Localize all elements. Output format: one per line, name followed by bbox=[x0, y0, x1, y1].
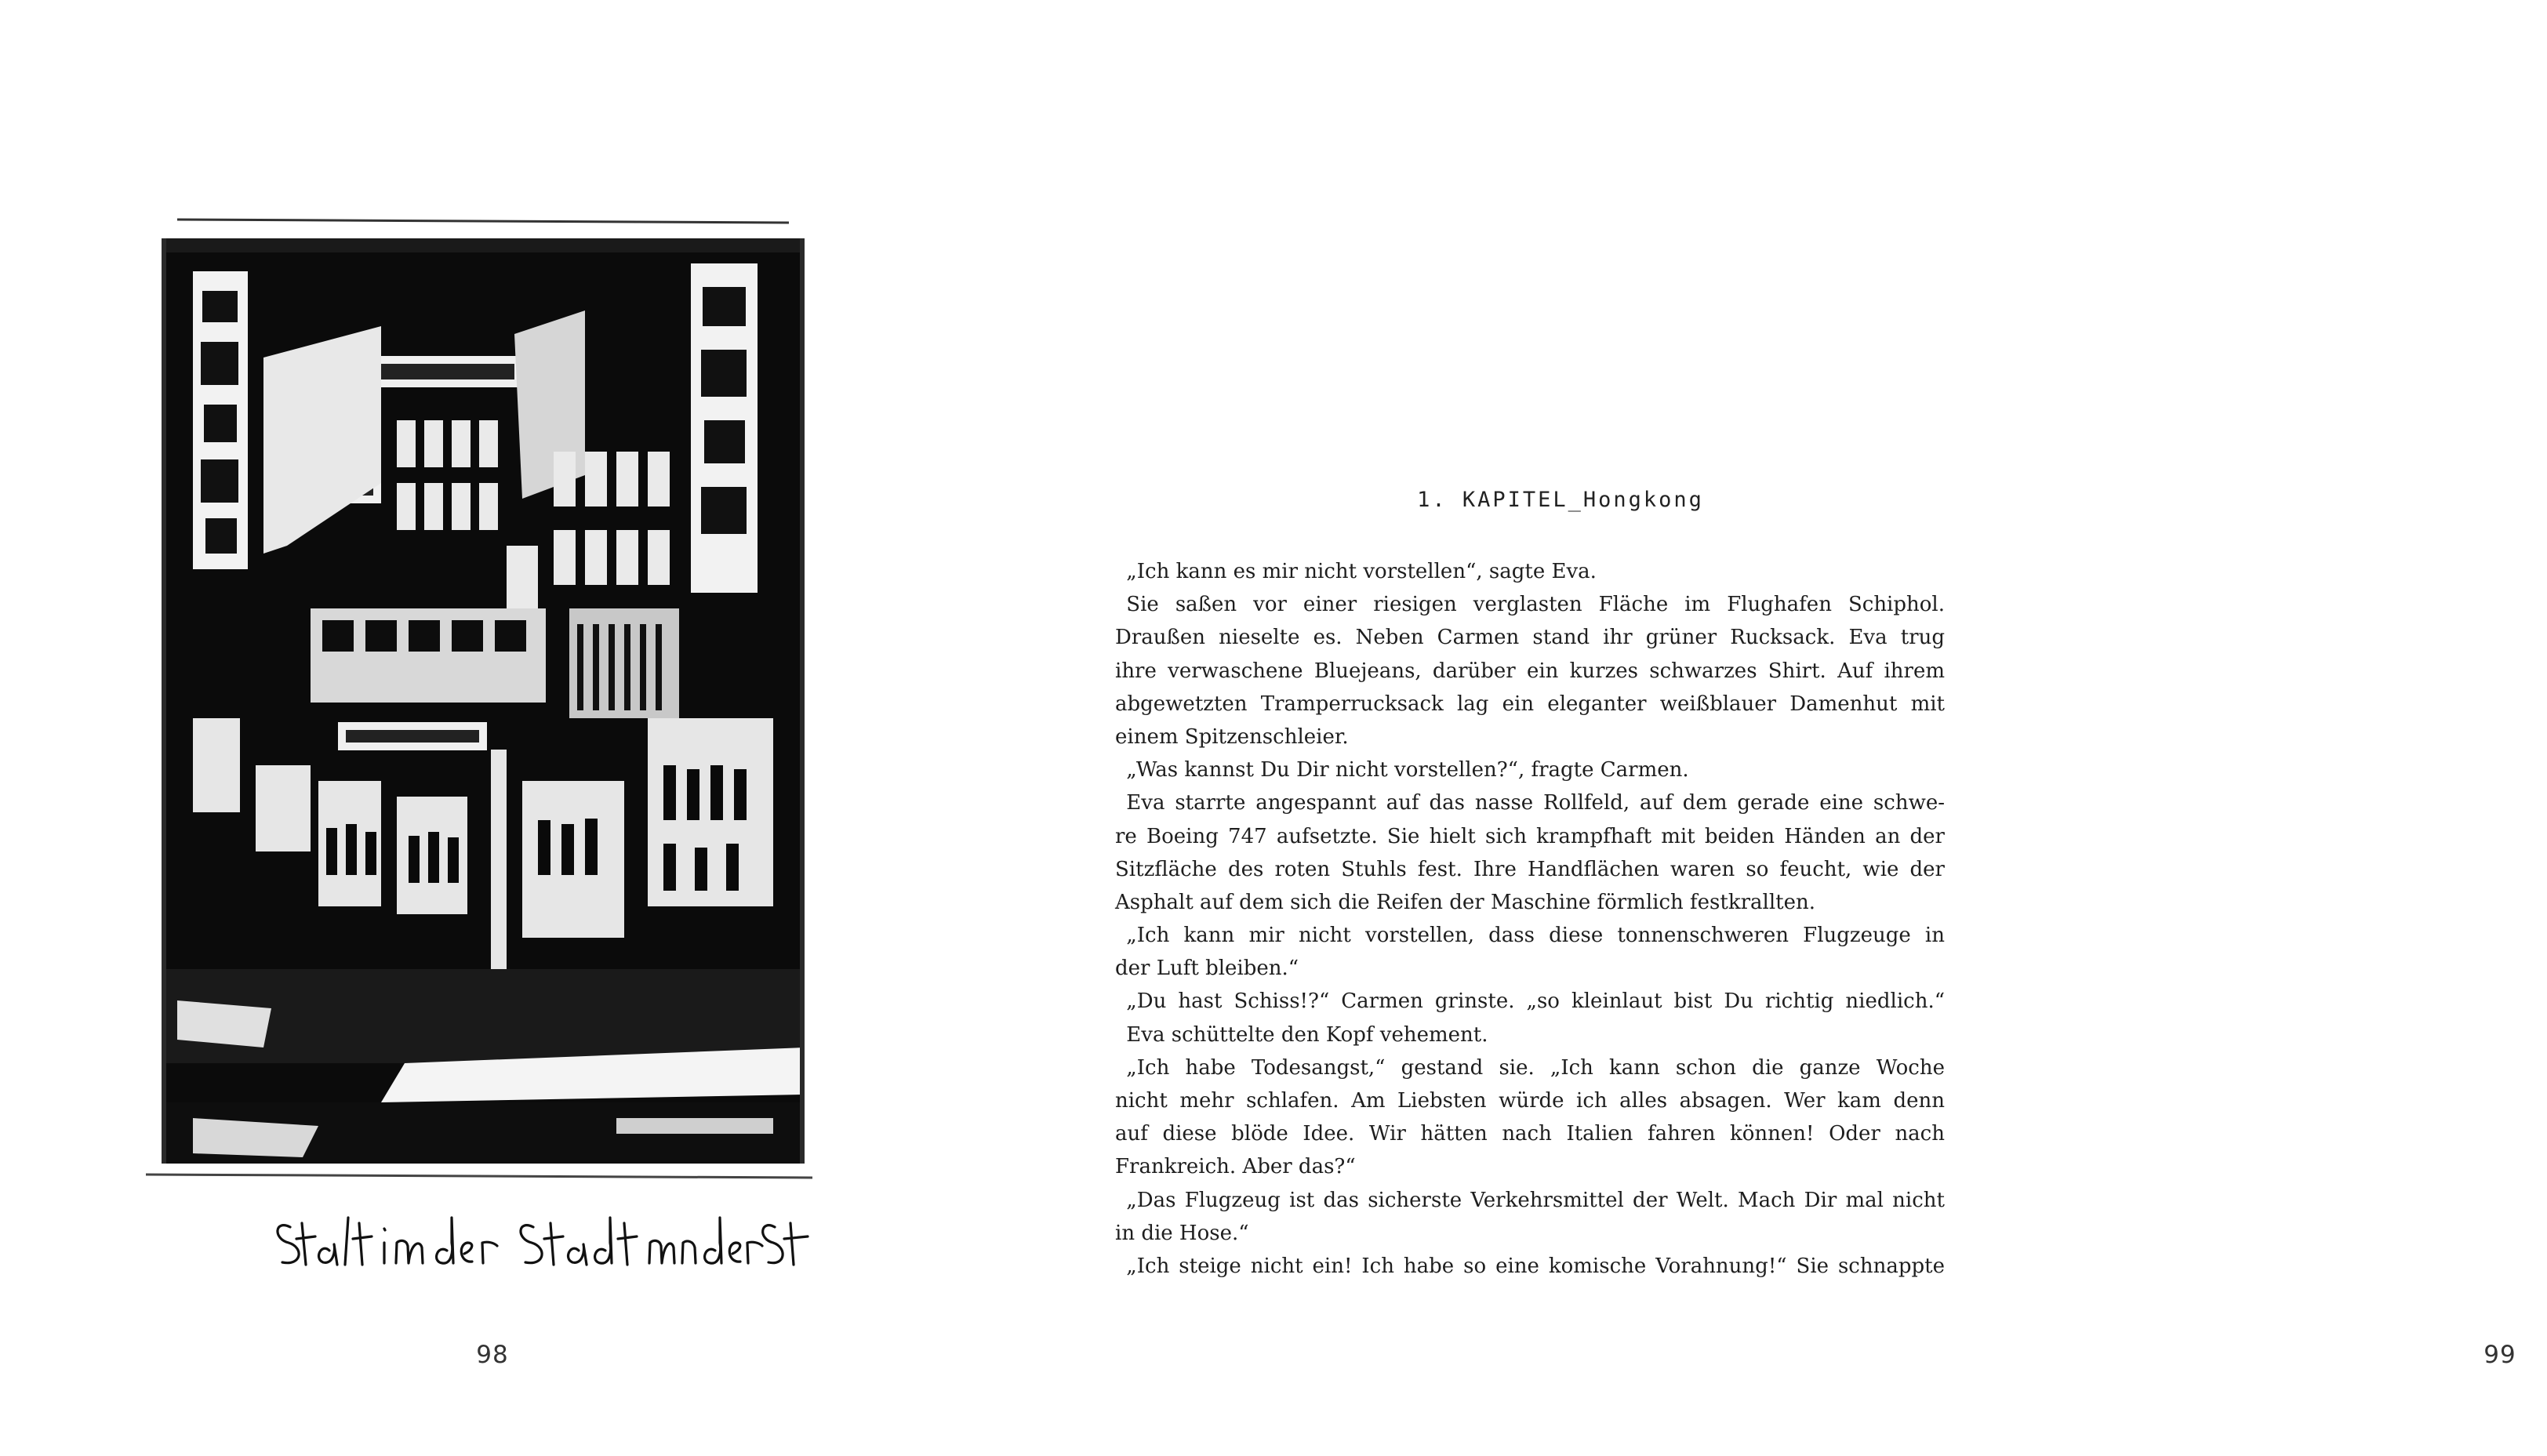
handwritten-caption bbox=[267, 1196, 816, 1274]
left-page bbox=[0, 0, 1004, 1456]
right-page bbox=[1004, 0, 2516, 1456]
chapter-body-text bbox=[1115, 555, 1945, 1283]
text-line: Sitzfläche des roten Stuhls fest. Ihre Handflächen waren so feucht, wie der bbox=[1115, 857, 1945, 881]
text-line: Sie saßen vor einer riesigen verglasten Fläche im Flughafen Schiphol. bbox=[1126, 593, 1945, 617]
text-line: ihre verwaschene Bluejeans, darüber ein kurzes schwarzes Shirt. Auf ihrem bbox=[1115, 659, 1945, 683]
text-line: in die Hose.“ bbox=[1115, 1221, 1249, 1245]
street-photo bbox=[146, 216, 812, 1181]
text-line: der Luft bleiben.“ bbox=[1115, 957, 1299, 981]
text-line: nicht mehr schlafen. Am Liebsten würde ich alles absagen. Wer kam denn bbox=[1115, 1089, 1945, 1113]
text-line: abgewetzten Tramperrucksack lag ein eleganter weißblauer Damenhut mit bbox=[1115, 692, 1945, 716]
chapter-title: 1. KAPITEL_Hongkong bbox=[1417, 488, 1704, 512]
text-line: Asphalt auf dem sich die Reifen der Maschine förmlich festkrallten. bbox=[1115, 890, 1815, 914]
text-line: „Du hast Schiss!?“ Carmen grinste. „so kleinlaut bist Du richtig niedlich.“ bbox=[1126, 989, 1945, 1014]
text-line: re Boeing 747 aufsetzte. Sie hielt sich krampfhaft mit beiden Händen an der bbox=[1115, 824, 1945, 848]
text-line: „Ich habe Todesangst,“ gestand sie. „Ich kann schon die ganze Woche bbox=[1126, 1055, 1945, 1080]
text-line: auf diese blöde Idee. Wir hätten nach Italien fahren können! Oder nach bbox=[1115, 1122, 1945, 1146]
text-line: „Was kannst Du Dir nicht vorstellen?“, fragte Carmen. bbox=[1126, 758, 1689, 782]
text-line: „Ich kann mir nicht vorstellen, dass diese tonnenschweren Flugzeuge in bbox=[1126, 924, 1945, 948]
text-line: einem Spitzenschleier. bbox=[1115, 724, 1349, 749]
text-line: Draußen nieselte es. Neben Carmen stand ihr grüner Rucksack. Eva trug bbox=[1115, 626, 1945, 650]
text-line: „Ich kann es mir nicht vorstellen“, sagte Eva. bbox=[1126, 560, 1597, 583]
page-number-right: 99 bbox=[2483, 1341, 2516, 1369]
text-line: „Das Flugzeug ist das sicherste Verkehrsmittel der Welt. Mach Dir mal nicht bbox=[1126, 1188, 1945, 1212]
text-line: Frankreich. Aber das?“ bbox=[1115, 1155, 1356, 1179]
text-line: „Ich steige nicht ein! Ich habe so eine komische Vorahnung!“ Sie schnappte bbox=[1126, 1254, 1945, 1278]
text-line: Eva schüttelte den Kopf vehement. bbox=[1126, 1022, 1488, 1047]
page-number-left: 98 bbox=[476, 1341, 509, 1369]
text-line: Eva starrte angespannt auf das nasse Rollfeld, auf dem gerade eine schwe- bbox=[1126, 791, 1945, 815]
